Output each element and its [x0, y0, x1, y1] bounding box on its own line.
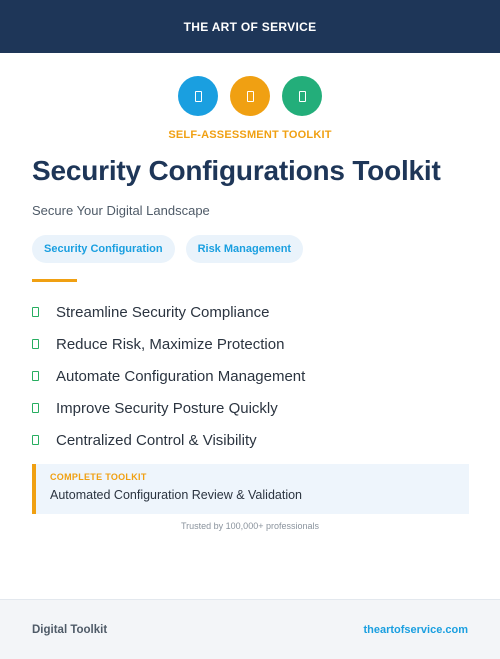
check-icon: [32, 307, 39, 317]
tag-list: [32, 235, 303, 263]
feature-item: [32, 424, 305, 456]
callout-label: COMPLETE TOOLKIT: [50, 472, 147, 482]
feature-list: [32, 296, 305, 456]
page-subtitle: Secure Your Digital Landscape: [32, 203, 210, 218]
feature-text: Automate Configuration Management: [56, 367, 306, 385]
check-icon: [32, 339, 39, 349]
top-banner: [0, 0, 500, 53]
feature-item: [32, 360, 305, 392]
blue-doc-icon: [178, 76, 218, 116]
check-icon: [32, 371, 39, 381]
feature-text: Improve Security Posture Quickly: [56, 399, 278, 417]
feature-text: Centralized Control & Visibility: [56, 431, 257, 449]
footer-label: Digital Toolkit: [32, 623, 108, 636]
complete-toolkit-callout: [32, 464, 469, 514]
tag-risk-management[interactable]: Risk Management: [186, 235, 304, 263]
check-icon: [32, 403, 39, 413]
callout-text: Automated Configuration Review & Validation: [50, 488, 302, 502]
check-icon: [32, 435, 39, 445]
trust-note: Trusted by 100,000+ professionals: [180, 521, 319, 531]
accent-divider: [32, 279, 77, 282]
icon-row: [0, 76, 500, 116]
orange-doc-icon: [230, 76, 270, 116]
toolkit-kicker: SELF-ASSESSMENT TOOLKIT: [168, 129, 332, 141]
feature-text: Reduce Risk, Maximize Protection: [56, 335, 285, 353]
tag-security-configuration[interactable]: Security Configuration: [32, 235, 175, 263]
feature-item: [32, 392, 305, 424]
feature-item: [32, 328, 305, 360]
footer: [0, 599, 500, 659]
green-doc-icon: [282, 76, 322, 116]
feature-text: Streamline Security Compliance: [56, 303, 270, 321]
website-link[interactable]: theartofservice.com: [363, 623, 468, 636]
page-title: Security Configurations Toolkit: [32, 155, 441, 186]
publisher-title: THE ART OF SERVICE: [183, 19, 317, 34]
feature-item: [32, 296, 305, 328]
